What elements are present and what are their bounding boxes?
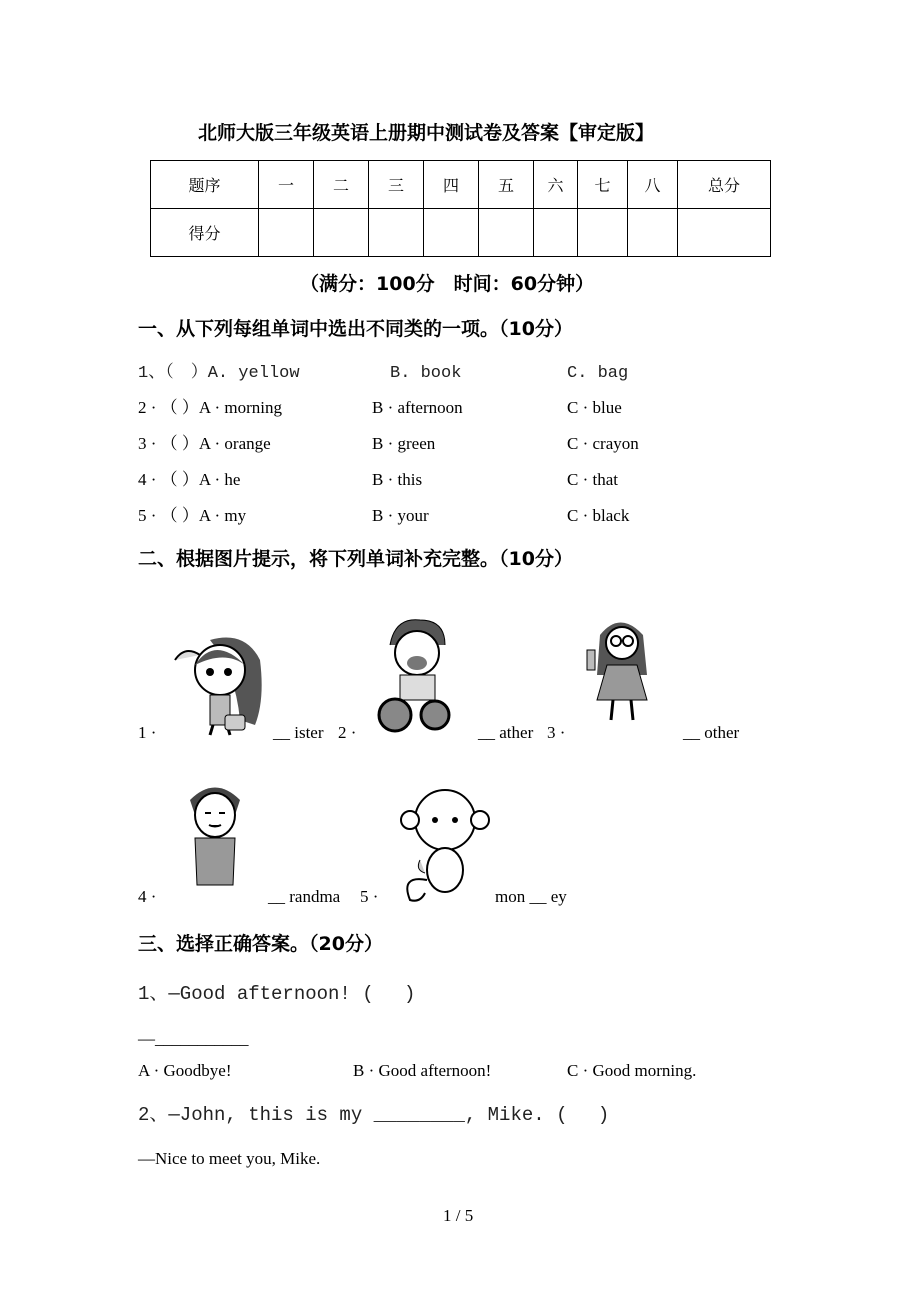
option-b: B · your [372, 506, 429, 525]
section2-heading: 二、根据图片提示，将下列单词补充完整。（10分） [138, 548, 573, 570]
option-c: C · black [567, 506, 630, 525]
picture-label-1: 1 · [138, 723, 157, 742]
picture-label-3: 3 · [547, 723, 566, 742]
word-blank-3[interactable]: __ other [683, 723, 740, 742]
score-cell[interactable] [314, 209, 369, 257]
score-cell[interactable] [259, 209, 314, 257]
option-c: C · blue [567, 398, 622, 417]
option-c: C · Good morning. [567, 1061, 697, 1080]
score-cell[interactable] [479, 209, 534, 257]
option-b: B · afternoon [372, 398, 463, 417]
score-cell[interactable] [678, 209, 771, 257]
header-cell: 一 [259, 161, 314, 209]
score-cell[interactable] [369, 209, 424, 257]
header-cell: 题序 [151, 161, 259, 209]
header-cell: 三 [369, 161, 424, 209]
question-2: 2 · （ ）A · morning [138, 398, 283, 417]
picture-label-2: 2 · [338, 723, 357, 742]
word-blank-5[interactable]: mon __ ey [495, 887, 567, 906]
score-cell[interactable] [534, 209, 578, 257]
header-cell: 二 [314, 161, 369, 209]
question-5: 5 · （ ）A · my [138, 506, 247, 525]
word-blank-1[interactable]: __ ister [273, 723, 324, 742]
score-cell[interactable] [578, 209, 628, 257]
option-b: B · this [372, 470, 423, 489]
picture-label-5: 5 · [360, 887, 379, 906]
question-1: 1、（ ）A. yellow [138, 364, 300, 383]
option-c: C. bag [567, 364, 629, 383]
mother-illustration [585, 615, 660, 727]
score-cell[interactable] [424, 209, 479, 257]
option-b: B · green [372, 434, 436, 453]
header-cell: 七 [578, 161, 628, 209]
option-a: A · Goodbye! [138, 1061, 232, 1080]
option-c: C · crayon [567, 434, 639, 453]
question-3: 3 · （ ）A · orange [138, 434, 271, 453]
header-cell: 六 [534, 161, 578, 209]
question-2: 2、—John, this is my ________, Mike. ( ) [138, 1104, 610, 1126]
reply-text: —Nice to meet you, Mike. [138, 1149, 321, 1168]
score-cell[interactable] [628, 209, 678, 257]
exam-info: （满分：100分 时间：60分钟） [300, 273, 595, 295]
question-4: 4 · （ ）A · he [138, 470, 241, 489]
monkey-illustration [395, 785, 490, 905]
section1-heading: 一、从下列每组单词中选出不同类的一项。（10分） [138, 318, 573, 340]
sister-illustration [165, 630, 275, 738]
page-title: 北师大版三年级英语上册期中测试卷及答案【审定版】 [198, 122, 655, 144]
option-b: B. book [390, 364, 462, 383]
word-blank-2[interactable]: __ ather [478, 723, 534, 742]
word-blank-4[interactable]: __ randma [268, 887, 341, 906]
picture-label-4: 4 · [138, 887, 157, 906]
score-table [150, 160, 771, 257]
option-b: B · Good afternoon! [353, 1061, 492, 1080]
option-c: C · that [567, 470, 618, 489]
header-cell: 总分 [678, 161, 771, 209]
question-1: 1、—Good afternoon! ( ) [138, 983, 416, 1005]
section3-heading: 三、选择正确答案。（20分） [138, 933, 383, 955]
header-cell: 八 [628, 161, 678, 209]
page-number: 1 / 5 [443, 1206, 474, 1225]
father-illustration [375, 615, 460, 737]
header-cell: 四 [424, 161, 479, 209]
header-cell: 五 [479, 161, 534, 209]
answer-line[interactable]: —___________ [138, 1029, 249, 1048]
grandma-illustration [185, 780, 245, 890]
row-label: 得分 [151, 209, 259, 257]
